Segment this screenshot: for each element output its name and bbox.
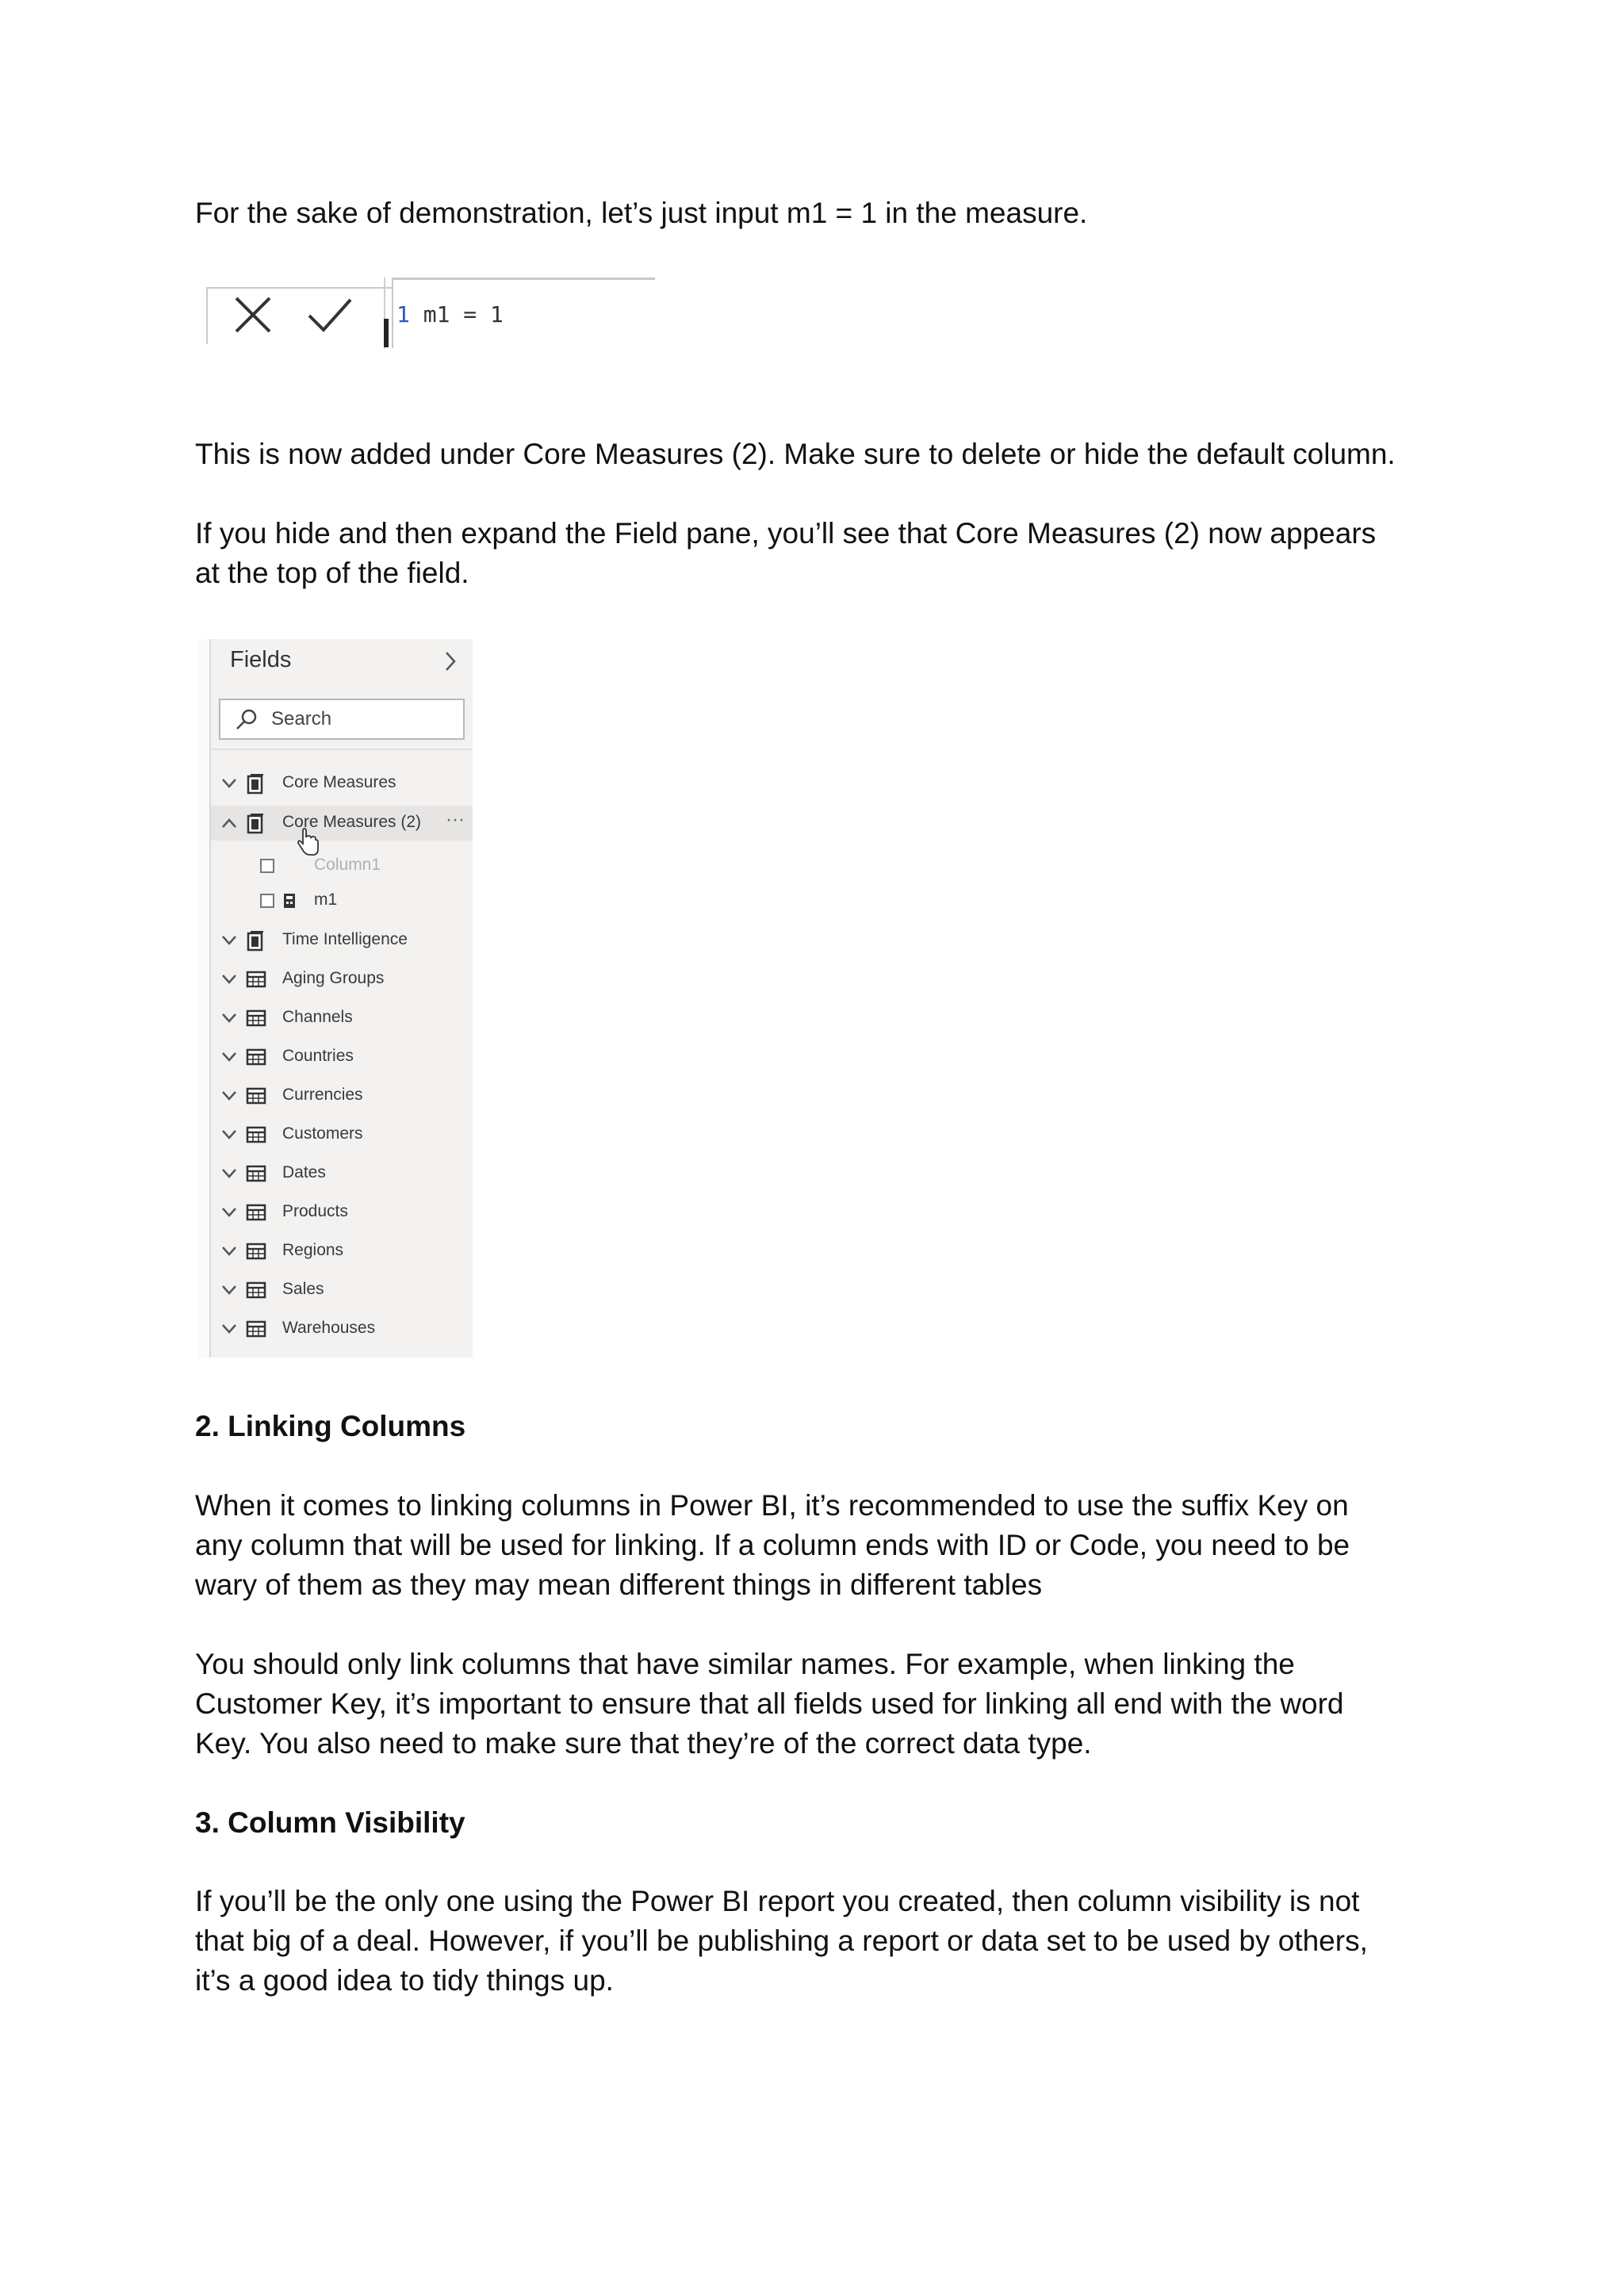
chevron-down-icon bbox=[220, 1243, 238, 1259]
field-item-warehouses bbox=[211, 1312, 473, 1346]
chevron-right-icon bbox=[444, 650, 457, 672]
field-item-channels bbox=[211, 1001, 473, 1036]
paragraph-visibility-line2: that big of a deal. However, if you’ll be publishing a report or data set to be used by others, bbox=[195, 1924, 1368, 1957]
search-icon bbox=[235, 708, 259, 732]
table-icon bbox=[246, 970, 266, 989]
fields-search-placeholder: Search bbox=[271, 708, 332, 730]
formula-bar-screenshot bbox=[203, 276, 655, 355]
field-item-column1 bbox=[211, 848, 473, 883]
field-item-customers bbox=[211, 1117, 473, 1152]
field-item-time-intelligence bbox=[211, 923, 473, 958]
formula-line-number: 1 bbox=[396, 301, 410, 327]
field-item-label: Customers bbox=[282, 1124, 363, 1143]
formula-text: m1 = 1 bbox=[409, 301, 504, 327]
table-icon bbox=[246, 1047, 266, 1067]
field-item-sales bbox=[211, 1273, 473, 1308]
field-item-label: Products bbox=[282, 1202, 348, 1220]
fields-pane-title: Fields bbox=[230, 647, 292, 672]
table-icon bbox=[246, 1164, 266, 1183]
fields-separator bbox=[211, 749, 473, 750]
field-item-label: Currencies bbox=[282, 1086, 363, 1104]
checkbox-icon bbox=[260, 859, 274, 873]
field-item-label: Core Measures (2) bbox=[282, 813, 422, 831]
table-icon bbox=[246, 1203, 266, 1222]
field-item-aging-groups bbox=[211, 962, 473, 997]
table-icon bbox=[246, 1086, 266, 1105]
field-item-label: Core Measures bbox=[282, 773, 396, 791]
measure-table-icon bbox=[246, 931, 265, 952]
table-icon bbox=[246, 1009, 266, 1028]
paragraph-similar-names-line1: You should only link columns that have similar names. For example, when linking the bbox=[195, 1648, 1295, 1680]
text-cursor bbox=[384, 319, 389, 347]
fields-pane-edge bbox=[198, 639, 211, 1358]
paragraph-expand-pane-line2: at the top of the field. bbox=[195, 557, 469, 589]
field-item-regions bbox=[211, 1234, 473, 1269]
field-item-label: Warehouses bbox=[282, 1319, 376, 1337]
checkbox-icon bbox=[260, 894, 274, 908]
table-icon bbox=[246, 1125, 266, 1144]
chevron-down-icon bbox=[220, 1088, 238, 1104]
measure-table-icon bbox=[246, 814, 265, 834]
paragraph-linking-line3: wary of them as they may mean different things in different tables bbox=[195, 1568, 1043, 1601]
fields-search-input bbox=[219, 699, 465, 740]
field-item-countries bbox=[211, 1040, 473, 1074]
calculator-icon bbox=[282, 892, 297, 910]
paragraph-expand-pane-line1: If you hide and then expand the Field pane, you’ll see that Core Measures (2) now appears bbox=[195, 517, 1377, 550]
cancel-x-icon bbox=[232, 293, 274, 336]
chevron-down-icon bbox=[220, 1166, 238, 1181]
heading-linking-columns: 2. Linking Columns bbox=[195, 1410, 466, 1442]
formula-code bbox=[396, 301, 504, 327]
paragraph-visibility-line3: it’s a good idea to tidy things up. bbox=[195, 1964, 614, 1997]
chevron-down-icon bbox=[220, 1049, 238, 1065]
chevron-down-icon bbox=[220, 776, 238, 791]
chevron-down-icon bbox=[220, 1010, 238, 1026]
field-item-core-measures bbox=[211, 766, 473, 801]
chevron-down-icon bbox=[220, 971, 238, 987]
chevron-down-icon bbox=[220, 1321, 238, 1337]
field-item-m1 bbox=[211, 883, 473, 918]
paragraph-similar-names-line2: Customer Key, it’s important to ensure that all fields used for linking all end with the word bbox=[195, 1687, 1344, 1720]
paragraph-linking-line1: When it comes to linking columns in Power BI, it’s recommended to use the suffix Key on bbox=[195, 1489, 1349, 1522]
chevron-down-icon bbox=[220, 933, 238, 948]
field-item-label: Aging Groups bbox=[282, 969, 385, 987]
paragraph-demo-input: For the sake of demonstration, let’s just input m1 = 1 in the measure. bbox=[195, 197, 1088, 229]
field-item-label: Regions bbox=[282, 1241, 344, 1259]
field-item-label: Channels bbox=[282, 1008, 353, 1026]
field-item-dates bbox=[211, 1156, 473, 1191]
field-item-label: Countries bbox=[282, 1047, 354, 1065]
chevron-down-icon bbox=[220, 1204, 238, 1220]
chevron-up-icon bbox=[220, 815, 238, 831]
paragraph-linking-line2: any column that will be used for linking. If a column ends with ID or Code, you need to be bbox=[195, 1529, 1350, 1561]
measure-table-icon bbox=[246, 774, 265, 795]
fields-pane-screenshot bbox=[198, 639, 473, 1358]
field-item-products bbox=[211, 1195, 473, 1230]
field-item-label: Sales bbox=[282, 1280, 324, 1298]
field-item-label: m1 bbox=[314, 890, 338, 909]
table-icon bbox=[246, 1319, 266, 1338]
heading-column-visibility: 3. Column Visibility bbox=[195, 1806, 465, 1839]
more-options-icon: ··· bbox=[446, 809, 465, 830]
paragraph-visibility-line1: If you’ll be the only one using the Power BI report you created, then column visibility is not bbox=[195, 1885, 1360, 1917]
field-item-label: Dates bbox=[282, 1163, 326, 1181]
table-icon bbox=[246, 1242, 266, 1261]
field-item-currencies bbox=[211, 1078, 473, 1113]
field-item-core-measures-2 bbox=[211, 806, 473, 841]
chevron-down-icon bbox=[220, 1127, 238, 1143]
paragraph-similar-names-line3: Key. You also need to make sure that they’re of the correct data type. bbox=[195, 1727, 1092, 1760]
paragraph-added-under: This is now added under Core Measures (2). Make sure to delete or hide the default column. bbox=[195, 438, 1396, 470]
table-icon bbox=[246, 1281, 266, 1300]
field-item-label: Column1 bbox=[314, 856, 381, 874]
field-item-label: Time Intelligence bbox=[282, 930, 408, 948]
chevron-down-icon bbox=[220, 1282, 238, 1298]
commit-check-icon bbox=[306, 293, 354, 336]
